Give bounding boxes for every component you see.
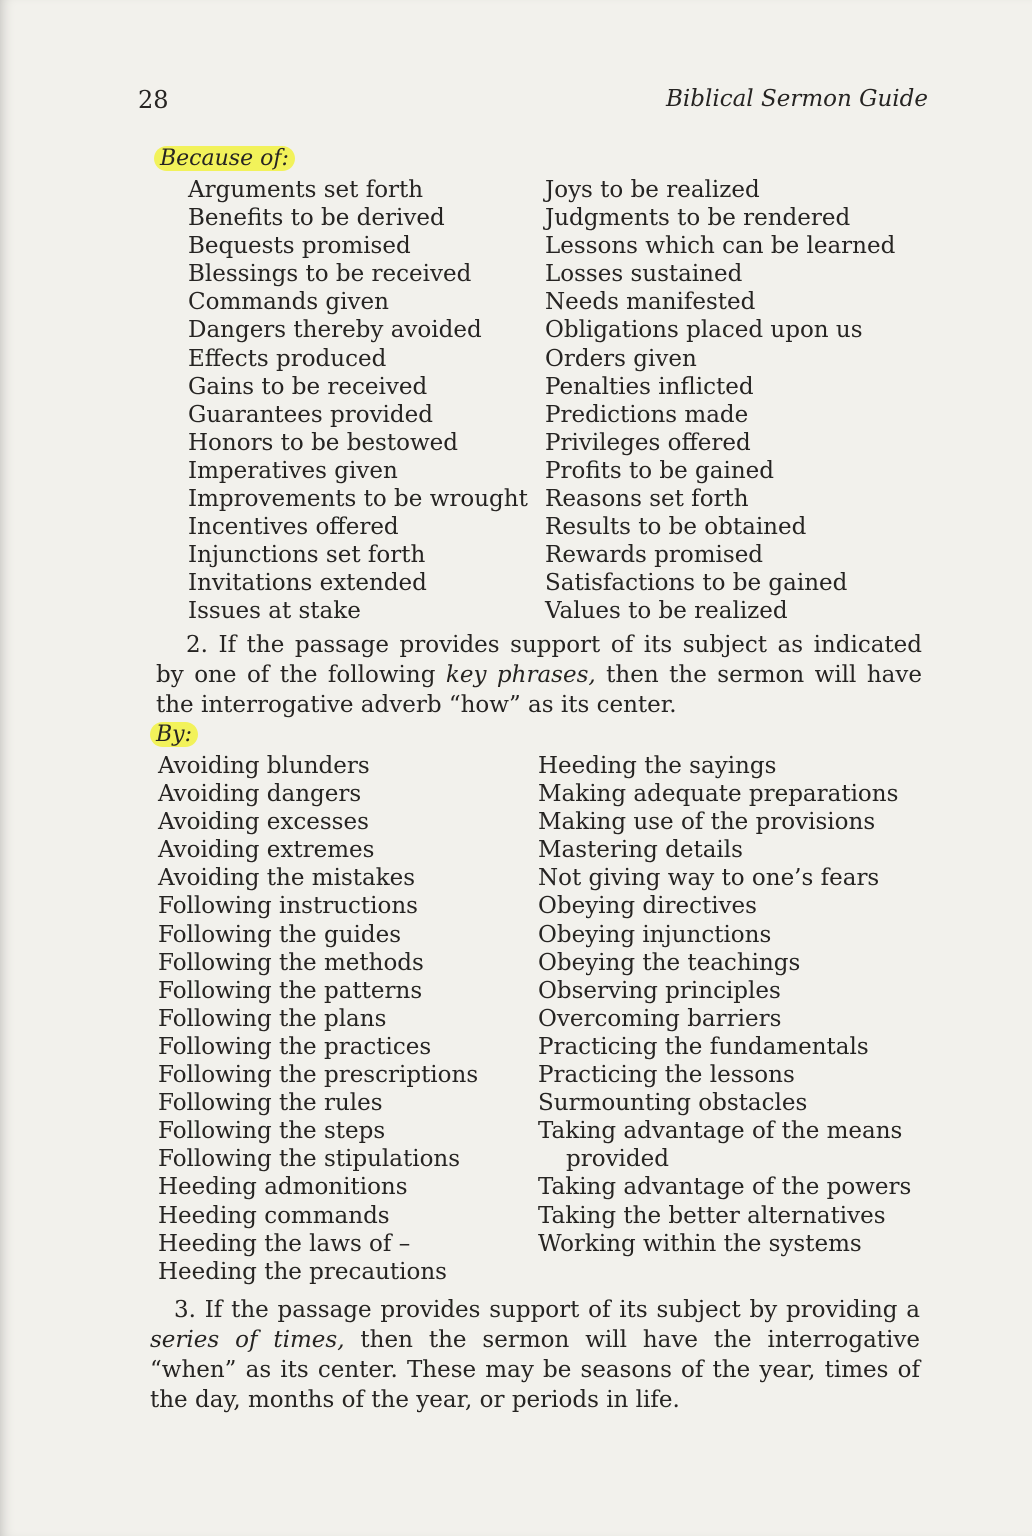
- list-item: Following the rules: [158, 1090, 383, 1117]
- paragraph-3-text: 3. If the passage provides support of its subject by providing a: [174, 1297, 920, 1323]
- list-item: Following the plans: [158, 1005, 387, 1032]
- list-item: Imperatives given: [188, 457, 398, 484]
- list-item: Blessings to be received: [188, 261, 472, 288]
- list-item: Orders given: [545, 345, 697, 372]
- list-item: Injunctions set forth: [188, 542, 426, 569]
- list-item: Issues at stake: [188, 598, 361, 625]
- list-item: Rewards promised: [545, 542, 764, 569]
- list-item: Reasons set forth: [545, 486, 749, 513]
- list-item: Dangers thereby avoided: [188, 317, 482, 344]
- list-item: Gains to be received: [188, 373, 428, 400]
- list-item: Obeying directives: [538, 893, 757, 920]
- list-item: Joys to be realized: [545, 177, 760, 203]
- list-item: Profits to be gained: [545, 457, 775, 484]
- paragraph-3-text-end: then the sermon will have the interrogative “when” as its center. These may be seasons of the year, times of the day, months of the year, or periods in life.: [150, 1327, 920, 1413]
- by-right-column: [538, 752, 911, 1258]
- list-item: Following the patterns: [158, 977, 423, 1004]
- list-item: Effects produced: [188, 345, 387, 372]
- list-item: Following instructions: [158, 893, 418, 920]
- page-number: 28: [138, 86, 169, 114]
- list-item: Avoiding dangers: [158, 781, 362, 808]
- key-phrases-emphasis: key phrases,: [445, 662, 596, 688]
- list-item: Following the guides: [158, 921, 402, 948]
- list-item: Overcoming barriers: [538, 1005, 782, 1032]
- list-item: Values to be realized: [545, 598, 788, 625]
- list-item: Avoiding the mistakes: [158, 865, 416, 892]
- list-item: Obeying injunctions: [538, 921, 772, 948]
- list-item: Mastering details: [538, 837, 743, 864]
- page-header: [138, 86, 928, 122]
- list-item: Heeding the precautions: [158, 1258, 447, 1285]
- list-item: Commands given: [188, 289, 389, 316]
- list-item: Avoiding extremes: [158, 837, 375, 864]
- list-item: Surmounting obstacles: [538, 1090, 808, 1117]
- list-item: Heeding the laws of –: [158, 1230, 411, 1257]
- list-item: Judgments to be rendered: [545, 205, 851, 232]
- list-item: Results to be obtained: [545, 514, 807, 541]
- list-item: Obeying the teachings: [538, 949, 801, 976]
- list-item: Obligations placed upon us: [545, 317, 863, 344]
- list-item: Needs manifested: [545, 289, 756, 316]
- list-item: Honors to be bestowed: [188, 429, 458, 456]
- list-item: Not giving way to one’s fears: [538, 865, 880, 892]
- paragraph-2: [156, 630, 922, 720]
- list-item: Avoiding blunders: [158, 753, 370, 779]
- paragraph-2-text: 2. If the passage provides support of its subject as indicated by one of the following: [156, 632, 922, 688]
- list-item: Making adequate preparations: [538, 781, 899, 808]
- because-of-left-column: [188, 176, 528, 626]
- list-item: Heeding commands: [158, 1202, 390, 1229]
- because-of-right-column: [545, 176, 895, 626]
- list-item: Guarantees provided: [188, 401, 433, 428]
- list-item: Taking the better alternatives: [538, 1202, 886, 1229]
- list-item: Avoiding excesses: [158, 809, 369, 836]
- list-item: Following the stipulations: [158, 1146, 461, 1173]
- paragraph-3: [150, 1295, 920, 1415]
- list-item: Invitations extended: [188, 570, 427, 597]
- list-item: Benefits to be derived: [188, 205, 445, 232]
- list-item: Lessons which can be learned: [545, 233, 896, 260]
- list-item: Privileges offered: [545, 429, 751, 456]
- list-item: Working within the systems: [538, 1230, 862, 1257]
- list-item: Observing principles: [538, 977, 781, 1004]
- list-item: Practicing the lessons: [538, 1062, 795, 1089]
- list-item: Following the methods: [158, 949, 424, 976]
- list-item: provided: [566, 1146, 669, 1173]
- list-item: Heeding admonitions: [158, 1174, 408, 1201]
- by-left-column: [158, 752, 478, 1286]
- list-item: Improvements to be wrought: [188, 486, 528, 513]
- running-title: Biblical Sermon Guide: [666, 86, 928, 112]
- list-item: Bequests promised: [188, 233, 411, 260]
- list-item: Taking advantage of the powers: [538, 1174, 912, 1201]
- list-item: Penalties inflicted: [545, 373, 754, 400]
- list-item: Arguments set forth: [188, 177, 424, 203]
- list-item: Losses sustained: [545, 261, 743, 288]
- list-item: Following the prescriptions: [158, 1062, 479, 1089]
- list-item: Predictions made: [545, 401, 749, 428]
- series-of-times-emphasis: series of times,: [150, 1327, 345, 1353]
- list-item: Heeding the sayings: [538, 753, 777, 779]
- list-item: Practicing the fundamentals: [538, 1033, 869, 1060]
- list-item: Following the practices: [158, 1033, 432, 1060]
- list-item: Following the steps: [158, 1118, 386, 1145]
- list-item: Making use of the provisions: [538, 809, 876, 836]
- paragraph-2-text-end: then the sermon will have the interrogative adverb “how” as its center.: [156, 662, 923, 718]
- list-item: Satisfactions to be gained: [545, 570, 848, 597]
- by-label: By:: [150, 722, 198, 747]
- list-item: Taking advantage of the means: [538, 1118, 903, 1145]
- list-item: Incentives offered: [188, 514, 399, 541]
- because-of-label: Because of:: [154, 146, 295, 171]
